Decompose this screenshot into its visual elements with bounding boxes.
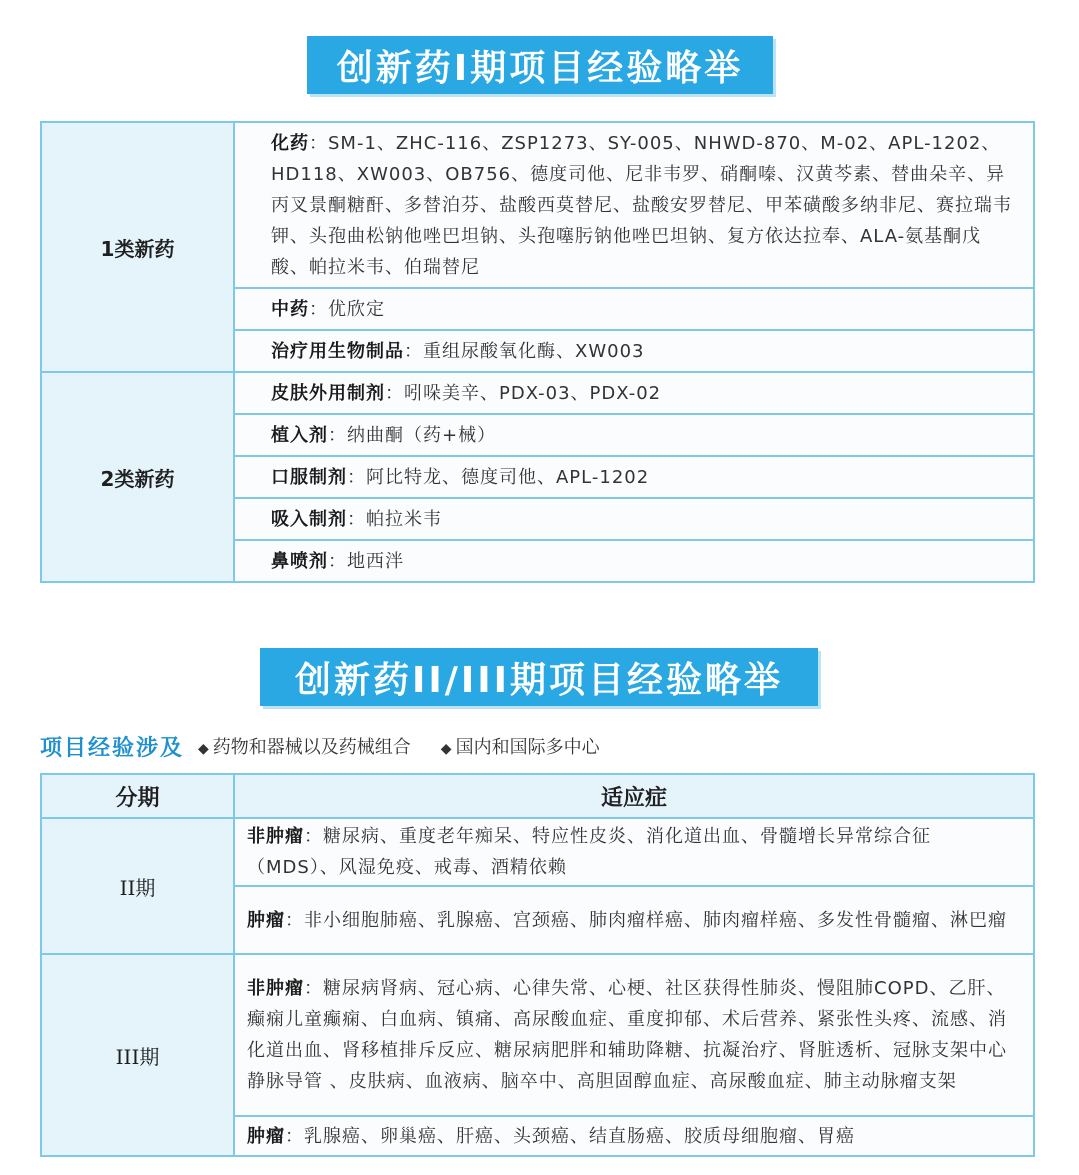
category-value: 地西泮 [347, 550, 404, 572]
separator: ： [304, 978, 323, 999]
diamond-icon: ◆ [440, 741, 452, 757]
separator: ： [328, 550, 347, 572]
phase1-table [40, 121, 1035, 583]
category-value: 阿比特龙、德度司他、APL-1202 [366, 466, 650, 488]
category-value: 纳曲酮（药+械） [347, 424, 497, 446]
content-cell [234, 818, 1034, 886]
content-cell [234, 886, 1034, 954]
category-key: 吸入制剂 [271, 508, 347, 530]
separator: ： [404, 340, 423, 362]
content-cell [234, 414, 1034, 456]
category-key: 皮肤外用制剂 [271, 382, 385, 404]
category-value: SM-1、ZHC-116、ZSP1273、SY-005、NHWD-870、M-02、APL-1202、HD118、XW003、OB756、德度司他、尼非韦罗、硝酮嗪、汉黄芩素、替曲朵辛、异丙叉景酮糖酐、多替泊芬、盐酸西莫替尼、盐酸安罗替尼、甲苯磺酸多纳非尼、赛拉瑞韦钾、头孢曲松钠他唑巴坦钠、头孢噻肟钠他唑巴坦钠、复方依达拉奉、ALA-氨基酮戊酸、帕拉米韦、伯瑞替尼 [271, 132, 1012, 278]
separator: ： [385, 382, 404, 404]
content-cell [234, 330, 1034, 372]
category-value: 糖尿病、重度老年痴呆、特应性皮炎、消化道出血、骨髓增长异常综合征（MDS）、风湿免疫、戒毒、酒精依赖 [247, 826, 931, 878]
separator: ： [285, 909, 304, 931]
header-phase: 分期 [41, 774, 234, 818]
separator: ： [309, 132, 328, 154]
phase2-label: II期 [41, 818, 234, 954]
category-value: 帕拉米韦 [366, 508, 442, 530]
scope-item-label: 国内和国际多中心 [455, 737, 600, 758]
scope-item [441, 733, 600, 759]
section2-title: 创新药II/III期项目经验略举 [260, 648, 818, 706]
table-row [41, 818, 1034, 886]
content-cell [234, 288, 1034, 330]
category-value: 非小细胞肺癌、乳腺癌、宫颈癌、肺肉瘤样癌、肺肉瘤样癌、多发性骨髓瘤、淋巴瘤 [304, 909, 1007, 931]
content-cell [234, 954, 1034, 1116]
category-key: 肿瘤 [247, 1125, 285, 1147]
phase23-table [40, 773, 1035, 1157]
header-indication: 适应症 [234, 774, 1034, 818]
diamond-icon: ◆ [198, 741, 209, 757]
category-value: 吲哚美辛、PDX-03、PDX-02 [404, 382, 662, 404]
category-key: 口服制剂 [271, 466, 347, 488]
separator: ： [347, 466, 366, 488]
separator: ： [347, 508, 366, 530]
content-cell [234, 122, 1034, 288]
table-row [41, 372, 1034, 414]
category-key: 非肿瘤 [247, 826, 304, 847]
category-key: 非肿瘤 [247, 978, 304, 999]
category-value: 重组尿酸氧化酶、XW003 [423, 340, 645, 362]
category-key: 治疗用生物制品 [271, 340, 404, 362]
category-key: 化药 [271, 132, 309, 154]
scope-item [198, 733, 411, 759]
separator: ： [328, 424, 347, 446]
phase3-label: III期 [41, 954, 234, 1156]
table-row [41, 954, 1034, 1116]
class1-label: 1类新药 [41, 122, 234, 372]
category-value: 糖尿病肾病、冠心病、心律失常、心梗、社区获得性肺炎、慢阻肺COPD、乙肝、癫痫儿童癫痫、白血病、镇痛、高尿酸血症、重度抑郁、术后营养、紧张性头疼、流感、消化道出血、肾移植排斥反应、糖尿病肥胖和辅助降糖、抗凝治疗、肾脏透析、冠脉支架中心静脉导管 、皮肤病、血液病、脑卒中、高胆固醇血症、高尿酸血症、肺主动脉瘤支架 [247, 978, 1007, 1092]
separator: ： [304, 826, 323, 847]
separator: ： [309, 298, 328, 320]
category-key: 中药 [271, 298, 309, 320]
separator: ： [285, 1125, 304, 1147]
category-key: 植入剂 [271, 424, 328, 446]
scope-row [40, 730, 1040, 762]
category-value: 乳腺癌、卵巢癌、肝癌、头颈癌、结直肠癌、胶质母细胞瘤、胃癌 [304, 1125, 855, 1147]
category-key: 肿瘤 [247, 909, 285, 931]
content-cell [234, 498, 1034, 540]
table-row [41, 122, 1034, 288]
content-cell [234, 1116, 1034, 1156]
category-key: 鼻喷剂 [271, 550, 328, 572]
table-header-row [41, 774, 1034, 818]
content-cell [234, 540, 1034, 582]
class2-label: 2类新药 [41, 372, 234, 582]
scope-item-label: 药物和器械以及药械组合 [212, 737, 411, 758]
content-cell [234, 456, 1034, 498]
category-value: 优欣定 [328, 298, 385, 320]
scope-title: 项目经验涉及 [40, 735, 185, 761]
section1-title: 创新药I期项目经验略举 [307, 36, 773, 94]
content-cell [234, 372, 1034, 414]
